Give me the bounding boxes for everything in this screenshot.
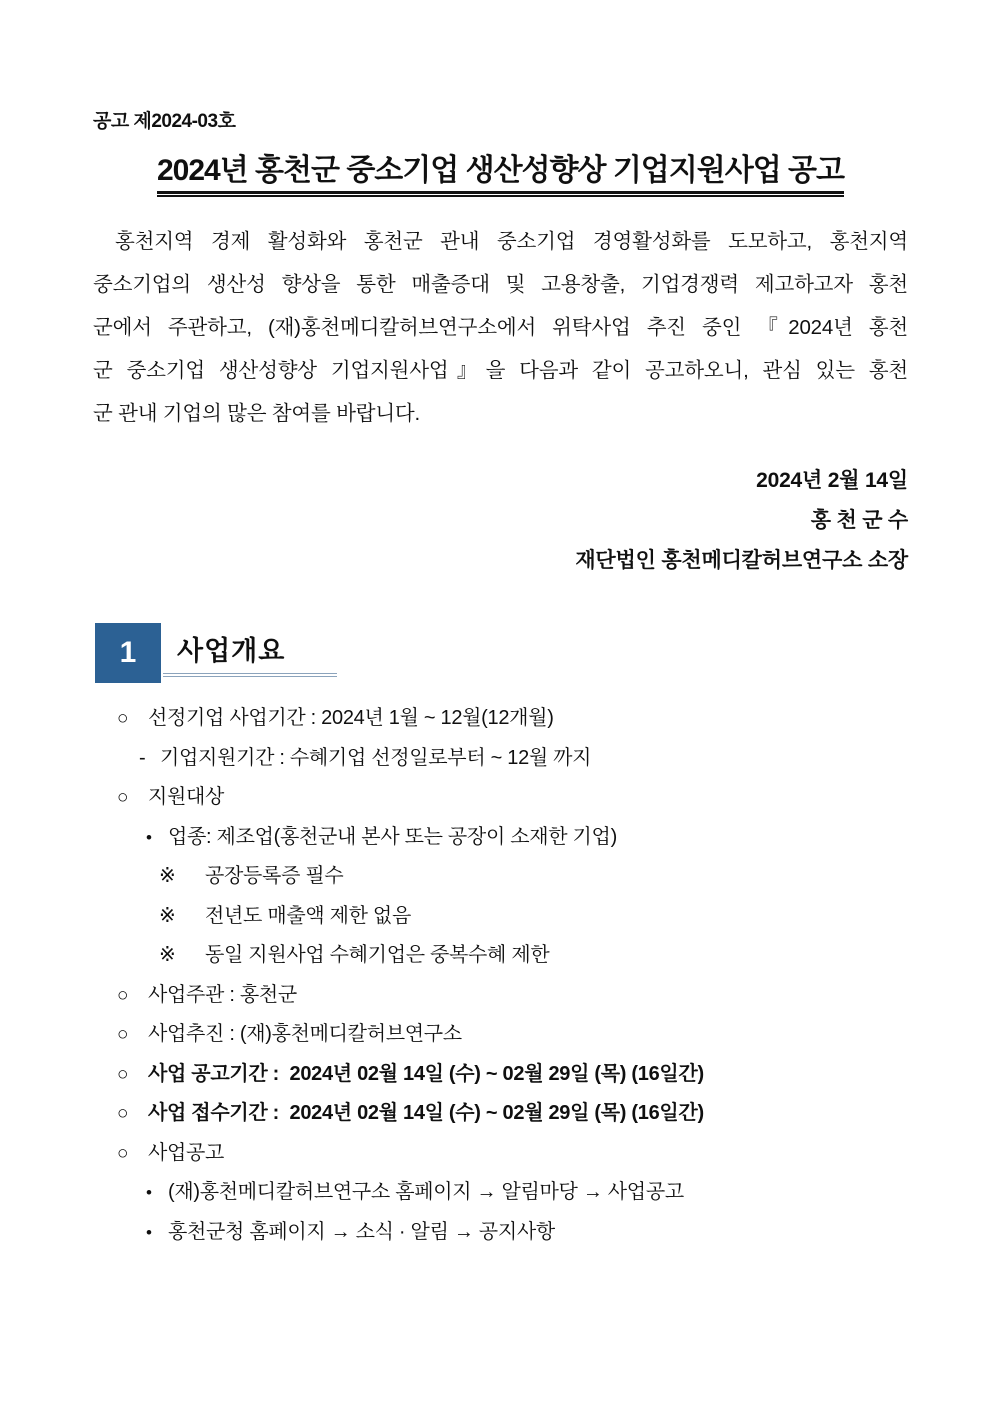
section-number-badge: 1 xyxy=(95,623,161,683)
list-item-text: 지원대상 xyxy=(148,786,225,808)
intro-line: 군 중소기업 생산성향상 기업지원사업』을 다음과 같이 공고하오니, 관심 있는 홍천 xyxy=(93,359,908,382)
signatory-director: 재단법인 홍천메디칼허브연구소 소장 xyxy=(575,549,908,572)
list-item-text: 홍천군청 홈페이지 → 소식 · 알림 → 공지사항 xyxy=(168,1220,555,1243)
page-title-text: 2024년 홍천군 중소기업 생산성향상 기업지원사업 공고 xyxy=(157,145,844,194)
list-item-text: 전년도 매출액 제한 없음 xyxy=(205,904,411,927)
list-item xyxy=(93,1213,908,1253)
list-item-text: 공장등록증 필수 xyxy=(205,865,344,887)
intro-paragraph xyxy=(93,220,908,435)
list-item xyxy=(93,739,908,779)
section-title-underline xyxy=(163,673,337,677)
list-item-marker: • xyxy=(146,1183,152,1202)
intro-line: 홍천지역 경제 활성화와 홍천군 관내 중소기업 경영활성화를 도모하고, 홍천지역 xyxy=(115,230,908,253)
list-item-text: (재)홍천메디칼허브연구소 홈페이지 → 알림마당 → 사업공고 xyxy=(168,1181,684,1203)
signatory-governor: 홍 천 군 수 xyxy=(810,509,908,532)
list-item xyxy=(93,857,908,897)
intro-line: 군에서 주관하고, (재)홍천메디칼허브연구소에서 위탁사업 추진 중인 『2024년 홍천 xyxy=(93,316,908,339)
list-item xyxy=(93,778,908,818)
list-item xyxy=(93,897,908,937)
list-item xyxy=(93,1134,908,1174)
list-item xyxy=(93,1094,908,1134)
section-header xyxy=(93,623,908,689)
notice-number: 공고 제2024-03호 xyxy=(93,111,236,132)
intro-line: 군 관내 기업의 많은 참여를 바랍니다. xyxy=(93,402,421,425)
list-item-text: 사업공고 xyxy=(148,1141,225,1164)
list-item-text: 기업지원기간 : 수혜기업 선정일로부터 ~ 12월 까지 xyxy=(160,746,592,769)
list-item-text: 동일 지원사업 수혜기업은 중복수혜 제한 xyxy=(205,944,550,966)
list-item-marker: • xyxy=(146,1222,152,1242)
list-item xyxy=(93,1173,908,1213)
item-list xyxy=(93,699,908,1252)
list-item-text: 사업 접수기간 : 2024년 02월 14일 (수) ~ 02월 29일 (목) (16일간) xyxy=(148,1102,704,1124)
list-item xyxy=(93,936,908,976)
list-item-marker: ※ xyxy=(159,904,176,927)
list-item xyxy=(93,699,908,739)
list-item-marker: ○ xyxy=(117,787,129,808)
page-title xyxy=(93,145,908,194)
list-item-text: 선정기업 사업기간 : 2024년 1월 ~ 12월(12개월) xyxy=(148,707,554,729)
list-item-marker: ○ xyxy=(117,1024,129,1045)
announcement-date: 2024년 2월 14일 xyxy=(756,469,908,492)
list-item xyxy=(93,818,908,858)
list-item-marker: - xyxy=(139,746,146,769)
intro-line: 중소기업의 생산성 향상을 통한 매출증대 및 고용창출, 기업경쟁력 제고하고자 홍천 xyxy=(93,273,908,296)
list-item-marker: ※ xyxy=(159,944,176,966)
list-item xyxy=(93,1015,908,1055)
list-item-text: 사업추진 : (재)홍천메디칼허브연구소 xyxy=(148,1023,462,1045)
list-item-marker: ○ xyxy=(117,1063,129,1085)
list-item-text: 사업 공고기간 : 2024년 02월 14일 (수) ~ 02월 29일 (목) (16일간) xyxy=(148,1062,704,1085)
list-item-marker: ○ xyxy=(117,984,129,1006)
list-item-marker: ○ xyxy=(117,1103,129,1124)
section-title: 사업개요 xyxy=(177,636,286,666)
list-item-marker: ○ xyxy=(117,708,129,729)
list-item-marker: ○ xyxy=(117,1142,129,1164)
list-item-text: 업종: 제조업(홍천군내 본사 또는 공장이 소재한 기업) xyxy=(168,825,617,848)
list-item-marker: ※ xyxy=(159,865,176,887)
list-item-text: 사업주관 : 홍천군 xyxy=(148,983,297,1006)
signature-block xyxy=(93,461,908,581)
list-item-marker: • xyxy=(146,827,152,847)
list-item xyxy=(93,976,908,1016)
list-item xyxy=(93,1055,908,1095)
